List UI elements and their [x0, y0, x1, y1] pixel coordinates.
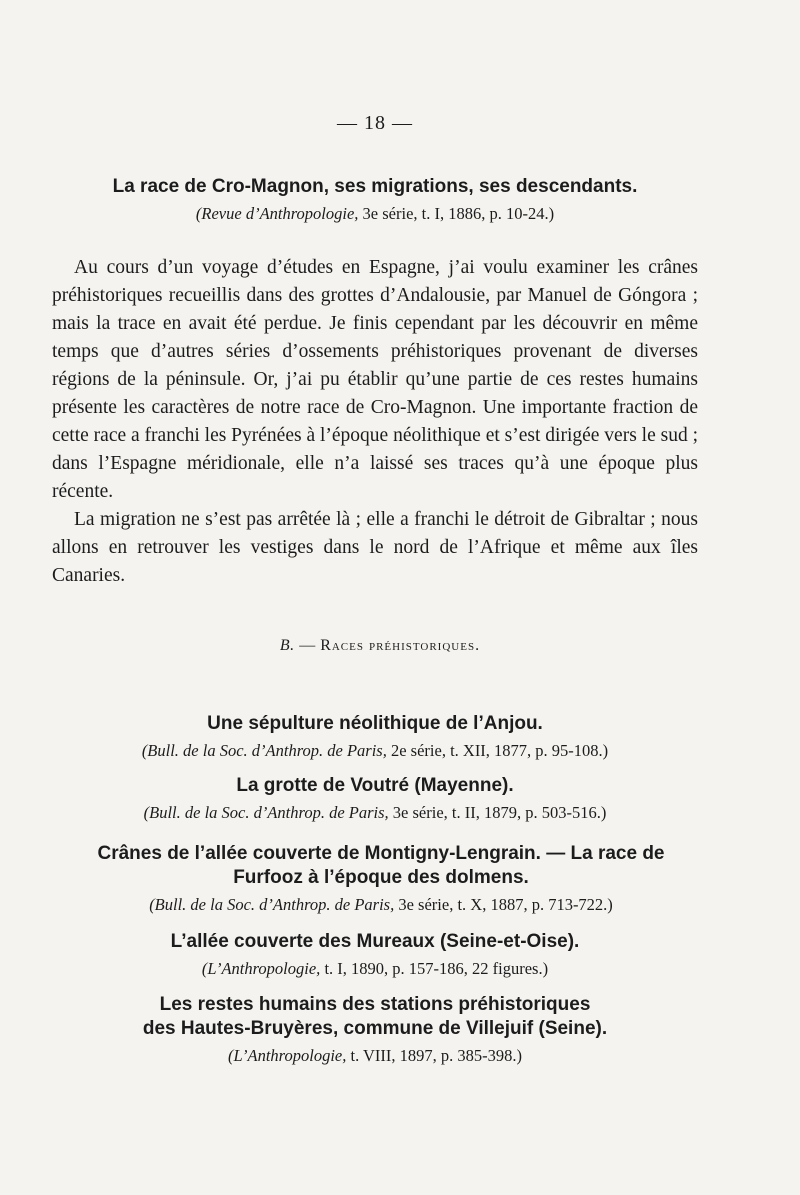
entry-anjou — [50, 712, 700, 762]
reference-journal: (Bull. de la Soc. d’Anthrop. de Paris, — [143, 803, 389, 822]
entry-reference — [56, 894, 706, 916]
entry-reference — [50, 740, 700, 762]
entry-reference — [50, 802, 700, 824]
reference-journal: (Bull. de la Soc. d’Anthrop. de Paris, — [141, 741, 387, 760]
entry-title-line-1: Les restes humains des stations préhistoriques — [159, 994, 591, 1015]
entry-reference — [50, 958, 700, 980]
section-heading — [0, 637, 760, 655]
page-number: — 18 — — [337, 112, 413, 134]
entry-reference — [50, 1045, 700, 1067]
entry-title-line-1: Crânes de l’allée couverte de Montigny-Lengrain. — La race de — [97, 843, 665, 864]
paragraph-2: La migration ne s’est pas arrêtée là ; elle a franchi le détroit de Gibraltar ; nous allons en retrouver les vestiges dans le nord de l’Afrique et même aux îles Canaries. — [52, 509, 698, 586]
article-heading-cro-magnon — [50, 175, 700, 225]
paragraph-1: Au cours d’un voyage d’études en Espagne, j’ai voulu examiner les crânes préhistoriques recueillis dans des grottes d’Andalousie, par Manuel de Góngora ; mais la trace en avait été perdue. Je finis cependant par les découvrir en même temps que d’autres séries d’ossements préhistoriques provenant de diverses régions de la péninsule. Or, j’ai pu établir qu’une partie de ces restes humains présente les caractères de notre race de Cro-Magnon. Une importante fraction de cette race a franchi les Pyrénées à l’époque néolithique et s’est dirigée vers le sud ; dans l’Espagne méridionale, elle n’a laissé ses traces qu’à une époque plus récente. — [52, 257, 698, 502]
entry-title: L’allée couverte des Mureaux (Seine-et-Oise). — [170, 931, 580, 952]
entry-title-line-2: des Hautes-Bruyères, commune de Villejuif (Seine). — [142, 1018, 608, 1039]
article-reference — [50, 203, 700, 225]
entry-voutre — [50, 774, 700, 824]
reference-details: 3e série, t. X, 1887, p. 713-722.) — [394, 895, 613, 914]
entry-mureaux — [50, 930, 700, 980]
reference-details: 3e série, t. I, 1886, p. 10-24.) — [358, 204, 555, 223]
entry-hautes-bruyeres — [50, 993, 700, 1067]
section-letter: B. — [279, 637, 295, 654]
reference-details: t. I, 1890, p. 157-186, 22 figures.) — [320, 959, 549, 978]
entry-montigny — [56, 842, 706, 916]
reference-journal: (Revue d’Anthropologie, — [195, 204, 359, 223]
reference-details: 2e série, t. XII, 1877, p. 95-108.) — [386, 741, 609, 760]
entry-title: La grotte de Voutré (Mayenne). — [236, 775, 514, 796]
reference-details: 3e série, t. II, 1879, p. 503-516.) — [388, 803, 607, 822]
entry-title-line-2: Furfooz à l’époque des dolmens. — [233, 867, 529, 888]
reference-journal: (L’Anthropologie, — [227, 1046, 347, 1065]
reference-details: t. VIII, 1897, p. 385-398.) — [346, 1046, 523, 1065]
reference-journal: (L’Anthropologie, — [201, 959, 321, 978]
reference-journal: (Bull. de la Soc. d’Anthrop. de Paris, — [149, 895, 395, 914]
entry-title: Une sépulture néolithique de l’Anjou. — [207, 713, 543, 734]
article-title: La race de Cro-Magnon, ses migrations, ses descendants. — [112, 176, 638, 197]
body-text — [52, 254, 698, 590]
section-dash: — — [294, 637, 321, 654]
section-title: Races préhistoriques. — [320, 637, 481, 654]
